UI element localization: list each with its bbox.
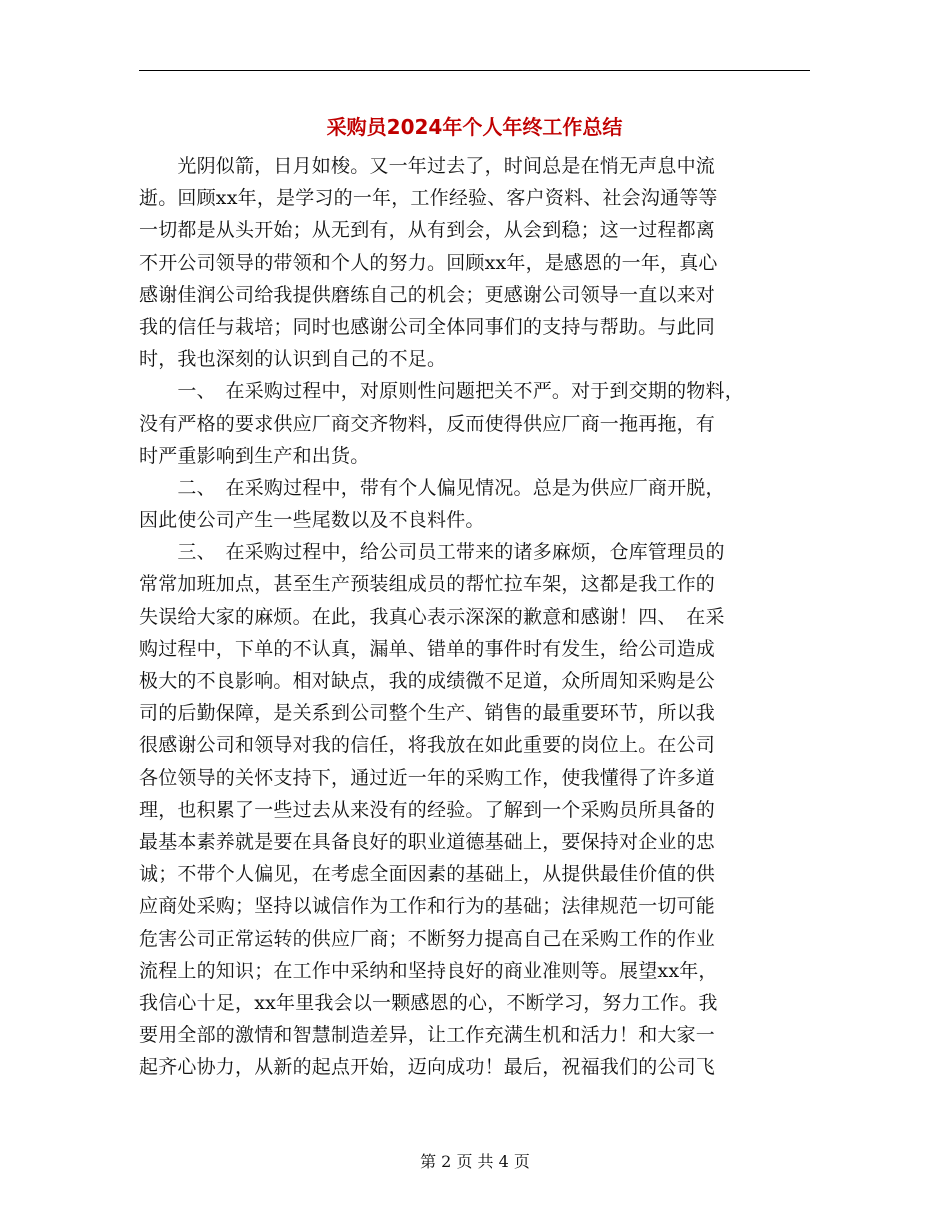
body-line: 二、 在采购过程中，带有个人偏见情况。总是为供应厂商开脱， xyxy=(139,476,725,499)
body-line: 各位领导的关怀支持下，通过近一年的采购工作，使我懂得了许多道 xyxy=(139,766,716,789)
body-line: 逝。回顾xx年，是学习的一年，工作经验、客户资料、社会沟通等等 xyxy=(139,187,718,210)
body-line: 没有严格的要求供应厂商交齐物料，反而使得供应厂商一拖再拖，有 xyxy=(139,412,716,435)
body-line: 理，也积累了一些过去从来没有的经验。了解到一个采购员所具备的 xyxy=(139,798,716,821)
header-rule xyxy=(139,70,810,71)
body-line: 诚；不带个人偏见，在考虑全面因素的基础上，从提供最佳价值的供 xyxy=(139,863,716,886)
body-line: 常常加班加点，甚至生产预装组成员的帮忙拉车架，这都是我工作的 xyxy=(139,573,716,596)
body-line: 不开公司领导的带领和个人的努力。回顾xx年，是感恩的一年，真心 xyxy=(139,251,718,274)
body-line: 感谢佳润公司给我提供磨练自己的机会；更感谢公司领导一直以来对 xyxy=(139,283,716,306)
body-line: 光阴似箭，日月如梭。又一年过去了，时间总是在悄无声息中流 xyxy=(139,155,716,177)
body-line: 最基本素养就是要在具备良好的职业道德基础上，要保持对企业的忠 xyxy=(139,830,716,853)
body-line: 要用全部的激情和智慧制造差异，让工作充满生机和活力！和大家一 xyxy=(139,1024,716,1047)
body-line: 一切都是从头开始；从无到有，从有到会，从会到稳；这一过程都离 xyxy=(139,219,716,242)
body-line: 因此使公司产生一些尾数以及不良料件。 xyxy=(139,509,485,532)
body-line: 危害公司正常运转的供应厂商；不断努力提高自己在采购工作的作业 xyxy=(139,927,716,950)
body-line: 应商处采购；坚持以诚信作为工作和行为的基础；法律规范一切可能 xyxy=(139,895,716,918)
body-line: 流程上的知识；在工作中采纳和坚持良好的商业准则等。展望xx年， xyxy=(139,959,718,982)
page-footer: 第 2 页 共 4 页 xyxy=(420,1152,530,1171)
body-line: 极大的不良影响。相对缺点，我的成绩微不足道，众所周知采购是公 xyxy=(139,670,716,692)
body-line: 我信心十足，xx年里我会以一颗感恩的心，不断学习，努力工作。我 xyxy=(139,991,718,1014)
document-body xyxy=(139,150,819,1083)
body-line: 司的后勤保障，是关系到公司整个生产、销售的最重要环节，所以我 xyxy=(139,702,716,725)
document-title: 采购员2024年个人年终工作总结 xyxy=(326,115,623,139)
body-line: 失误给大家的麻烦。在此，我真心表示深深的歉意和感谢！四、 在采 xyxy=(139,605,725,628)
body-line: 起齐心协力，从新的起点开始，迈向成功！最后，祝福我们的公司飞 xyxy=(139,1056,716,1079)
body-line: 一、 在采购过程中，对原则性问题把关不严。对于到交期的物料， xyxy=(139,380,744,403)
body-line: 我的信任与栽培；同时也感谢公司全体同事们的支持与帮助。与此同 xyxy=(139,315,716,338)
body-line: 购过程中，下单的不认真，漏单、错单的事件时有发生，给公司造成 xyxy=(139,637,716,660)
body-line: 三、 在采购过程中，给公司员工带来的诸多麻烦，仓库管理员的 xyxy=(139,541,725,564)
body-line: 时，我也深刻的认识到自己的不足。 xyxy=(139,348,447,371)
body-line: 时严重影响到生产和出货。 xyxy=(139,444,370,467)
body-line: 很感谢公司和领导对我的信任，将我放在如此重要的岗位上。在公司 xyxy=(139,734,716,757)
